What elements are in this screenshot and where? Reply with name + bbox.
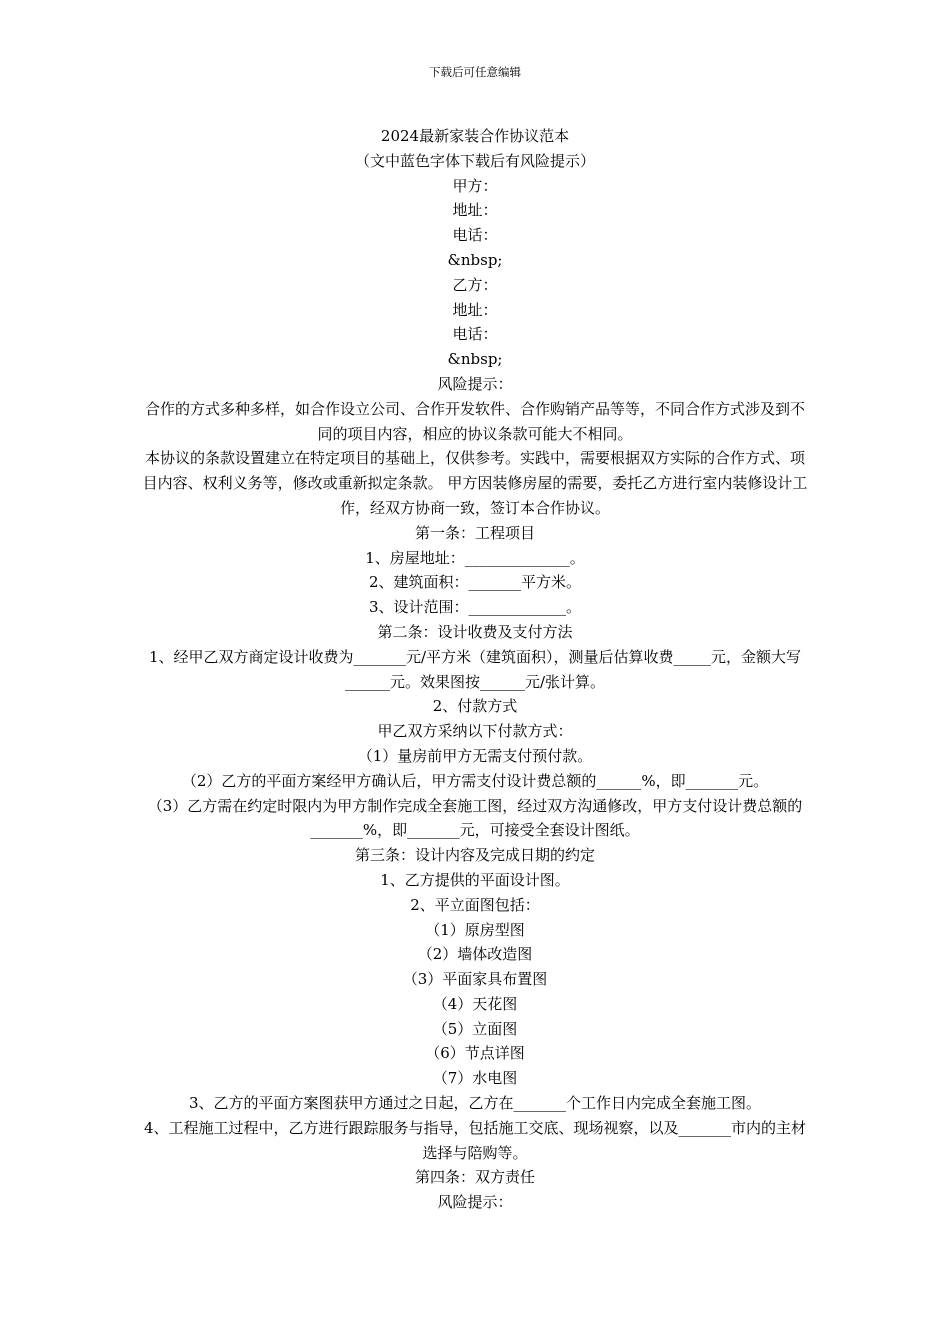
agreement-body (140, 124, 810, 1215)
payment-method-1: （1）量房前甲方无需支付预付款。 (357, 746, 593, 765)
drawing-list-item: （6）节点详图 (425, 1044, 525, 1063)
document-title: 2024最新家装合作协议范本 (380, 127, 570, 145)
article-4-heading: 第四条：双方责任 (414, 1168, 535, 1187)
party-b-spacer: &nbsp; (447, 350, 503, 369)
risk-paragraph-1: 合作的方式多种多样，如合作设立公司、合作开发软件、合作购销产品等等，不同合作方式涉及到不同的项目内容，相应的协议条款可能大不相同。 (144, 399, 805, 443)
party-b-label: 乙方： (452, 275, 498, 294)
article-3-item-2: 2、平立面图包括： (410, 895, 540, 914)
drawing-list-item: （3）平面家具布置图 (402, 970, 548, 989)
drawing-list-item: （1）原房型图 (425, 920, 525, 939)
risk-heading: 风险提示： (437, 374, 513, 393)
article-1-heading: 第一条：工程项目 (414, 523, 535, 542)
document-subtitle: （文中蓝色字体下载后有风险提示） (354, 151, 595, 170)
article-2-heading: 第二条：设计收费及支付方法 (377, 622, 573, 641)
drawing-list-item: （2）墙体改造图 (417, 945, 533, 964)
payment-method-2: （2）乙方的平面方案经甲方确认后，甲方需支付设计费总额的______%，即_______元。 (181, 771, 769, 790)
risk-paragraph-2: 本协议的条款设置建立在特定项目的基础上，仅供参考。实践中，需要根据双方实际的合作方式、项目内容、权利义务等，修改或重新拟定条款。 甲方因装修房屋的需要，委托乙方进行室内装修设计工作，经双方协商一致，签订本合作协议。 (142, 449, 808, 517)
drawing-list-item: （7）水电图 (432, 1069, 518, 1088)
article-4-risk-heading: 风险提示： (437, 1193, 513, 1212)
article-1-item-3: 3、设计范围：_____________。 (368, 598, 582, 617)
article-2-paragraph-1: 1、经甲乙双方商定设计收费为_______元/平方米（建筑面积），测量后估算收费_____元，金额大写______元。效果图按______元/张计算。 (148, 647, 802, 691)
article-3-item-1: 1、乙方提供的平面设计图。 (380, 870, 570, 889)
article-1-item-2: 2、建筑面积：_______平方米。 (368, 573, 582, 592)
page-header-note: 下载后可任意编辑 (429, 65, 521, 79)
article-1-item-1: 1、房屋地址：______________。 (365, 548, 585, 567)
drawing-list-item: （4）天花图 (432, 994, 518, 1013)
party-a-address: 地址： (452, 201, 498, 220)
article-3-heading: 第三条：设计内容及完成日期的约定 (354, 846, 595, 865)
party-a-label: 甲方： (452, 176, 498, 195)
payment-method-3: （3）乙方需在约定时限内为甲方制作完成全套施工图，经过双方沟通修改，甲方支付设计费总额的_______%，即_______元，可接受全套设计图纸。 (147, 796, 803, 840)
article-3-item-4: 4、工程施工过程中，乙方进行跟踪服务与指导，包括施工交底、现场视察，以及_______市内的主材选择与陪购等。 (143, 1118, 807, 1162)
drawing-list-item: （5）立面图 (432, 1019, 518, 1038)
payment-method-intro: 甲乙双方采纳以下付款方式： (377, 722, 573, 741)
party-a-spacer: &nbsp; (447, 250, 503, 269)
party-b-address: 地址： (452, 300, 498, 319)
article-2-item-2: 2、付款方式 (432, 697, 518, 716)
article-3-item-3: 3、乙方的平面方案图获甲方通过之日起，乙方在_______个工作日内完成全套施工图。 (188, 1094, 762, 1113)
party-a-phone: 电话： (452, 226, 498, 245)
party-b-phone: 电话： (452, 325, 498, 344)
